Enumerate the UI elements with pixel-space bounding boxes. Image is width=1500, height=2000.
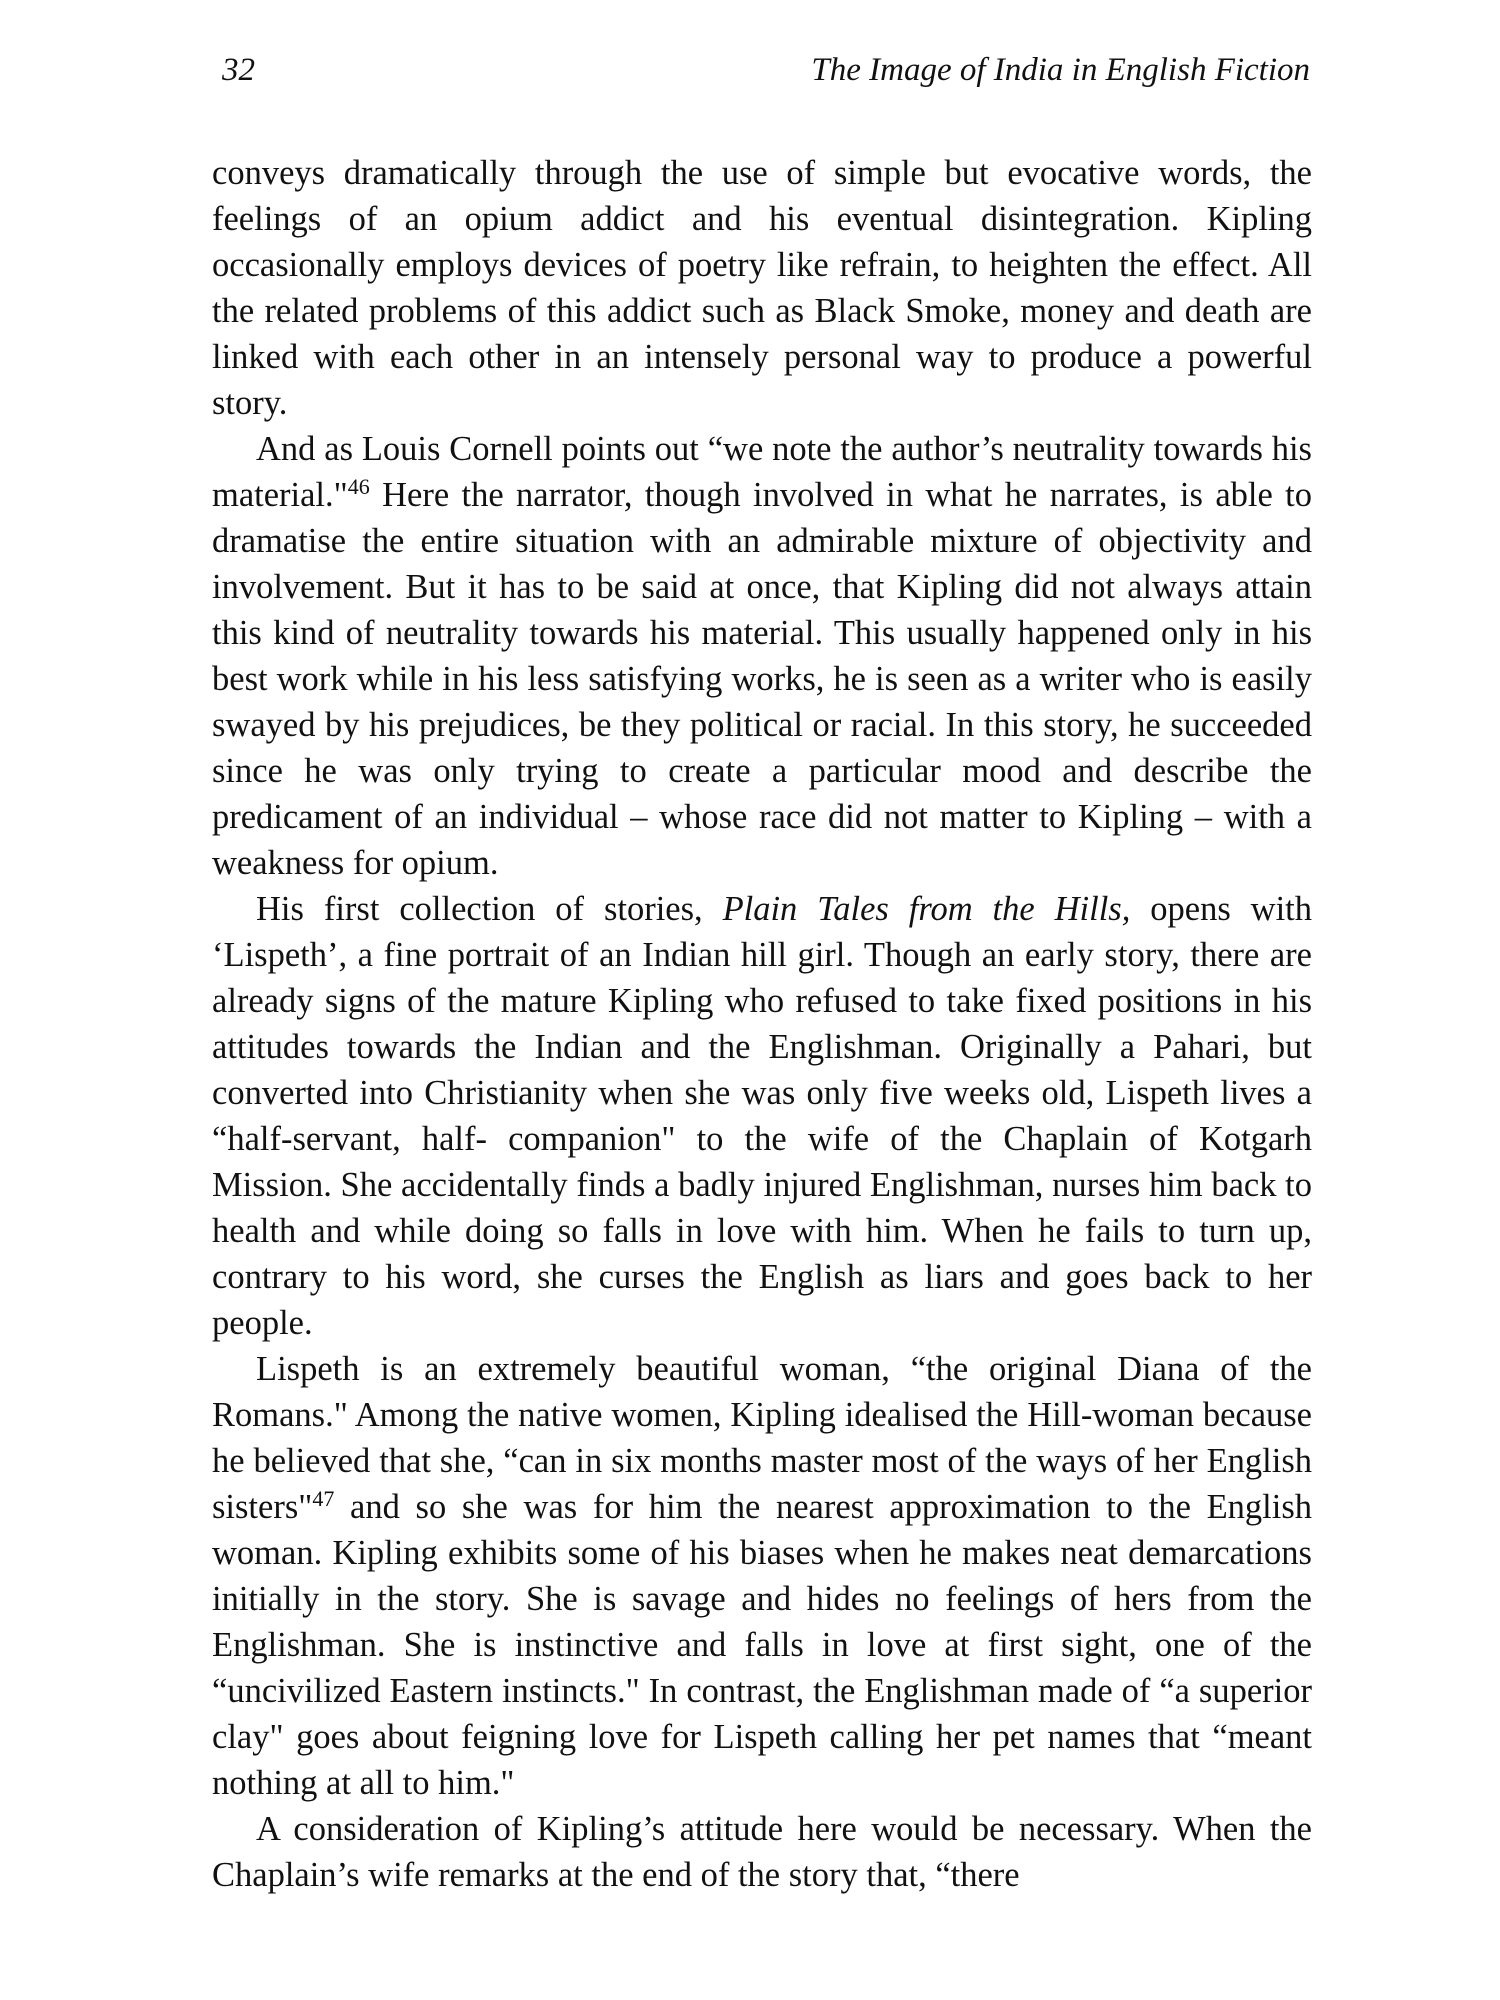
- paragraph-3: [212, 886, 1312, 1346]
- paragraph-5-text: A consideration of Kipling’s attitude here would be necessary. When the Chaplain’s wife remarks at the end of the story that, “there: [212, 1810, 1312, 1894]
- paragraph-4: [212, 1346, 1312, 1806]
- footnote-ref-46: 46: [347, 474, 370, 499]
- paragraph-1: [212, 150, 1312, 426]
- paragraph-1-text: conveys dramatically through the use of simple but evocative words, the feelings of an opium addict and his eventual disintegration. Kipling occasionally employs devices of poetry like refrain, to heighten the effect. All the related problems of this addict such as Black Smoke, money and death are linked with each other in an intensely personal way to produce a powerful story.: [212, 154, 1312, 422]
- paragraph-3-text-b: opens with ‘Lispeth’, a fine portrait of an Indian hill girl. Though an early story, there are already signs of the mature Kipling who refused to take fixed positions in his attitudes towards the Indian and the Englishman. Originally a Pahari, but converted into Christianity when she was only five weeks old, Lispeth lives a “half-servant, half- companion" to the wife of the Chaplain of Kotgarh Mission. She accidentally finds a badly injured Englishman, nurses him back to health and while doing so falls in love with him. When he fails to turn up, contrary to his word, she curses the English as liars and goes back to her people.: [212, 890, 1313, 1342]
- paragraph-2-text-b: Here the narrator, though involved in what he narrates, is able to dramatise the entire situation with an admirable mixture of objectivity and involvement. But it has to be said at once, that Kipling did not always attain this kind of neutrality towards his material. This usually happened only in his best work while in his less satisfying works, he is seen as a writer who is easily swayed by his prejudices, be they political or racial. In this story, he succeeded since he was only trying to create a particular mood and describe the predicament of an individual – whose race did not matter to Kipling – with a weakness for opium.: [212, 476, 1312, 882]
- book-title-plain-tales: Plain Tales from the Hills,: [722, 890, 1131, 928]
- paragraph-2-text-a: And as Louis Cornell points out “we note the author’s neutrality towards his material.": [212, 430, 1312, 514]
- page-number: 32: [222, 52, 255, 88]
- paragraph-4-text-b: and so she was for him the nearest approximation to the English woman. Kipling exhibits some of his biases when he makes neat demarcations initially in the story. She is savage and hides no feelings of hers from the Englishman. She is instinctive and falls in love at first sight, one of the “uncivilized Eastern instincts." In contrast, the Englishman made of “a superior clay" goes about feigning love for Lispeth calling her pet names that “meant nothing at all to him.": [212, 1488, 1312, 1802]
- paragraph-2: [212, 426, 1312, 886]
- footnote-ref-47: 47: [312, 1486, 335, 1511]
- running-title: The Image of India in English Fiction: [811, 52, 1310, 88]
- page-header: [222, 52, 1310, 102]
- paragraph-5: [212, 1806, 1312, 1898]
- paragraph-4-text-a: Lispeth is an extremely beautiful woman, “the original Diana of the Romans." Among the native women, Kipling idealised the Hill-woman because he believed that she, “can in six months master most of the ways of her English sisters": [212, 1350, 1312, 1526]
- paragraph-3-text-a: His first collection of stories,: [256, 890, 723, 928]
- body-text: [212, 150, 1312, 1898]
